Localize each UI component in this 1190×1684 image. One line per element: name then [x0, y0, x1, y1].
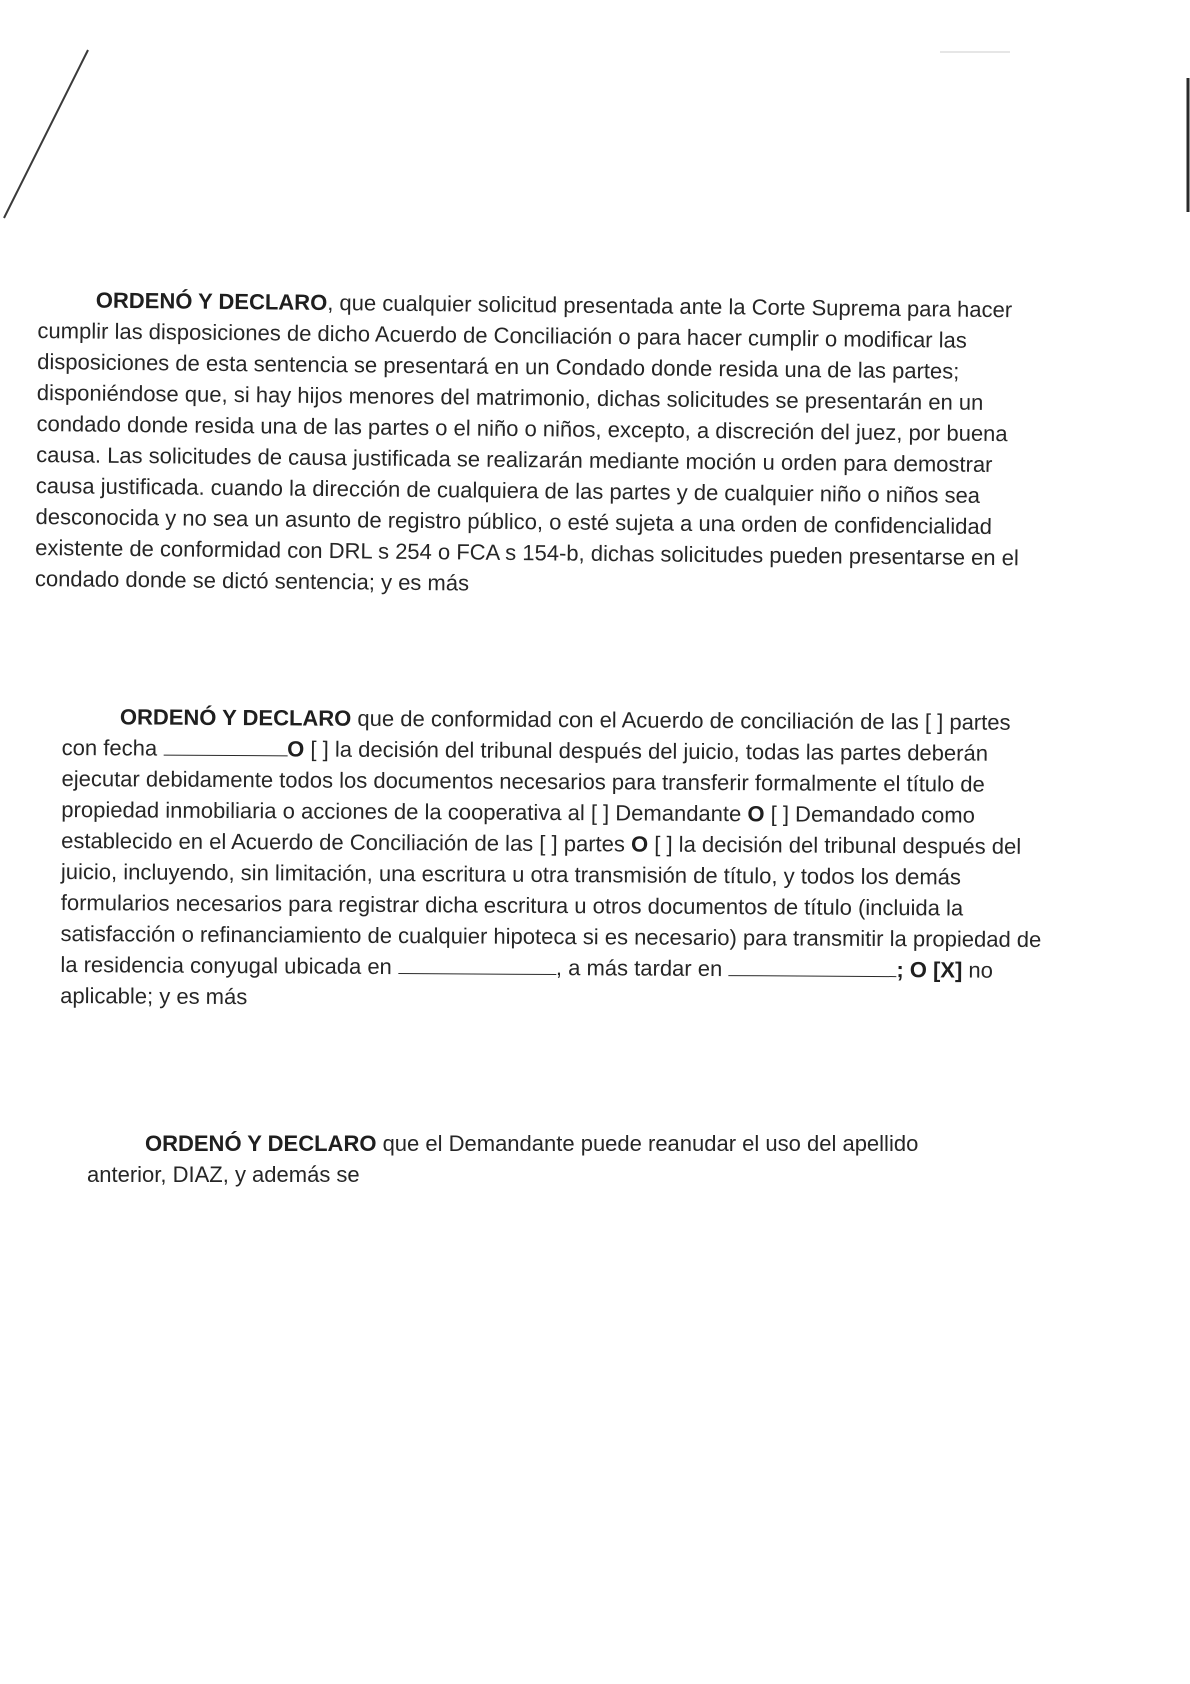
- scan-pen-mark: [0, 0, 1190, 240]
- semicolon: ;: [896, 957, 904, 983]
- deadline-blank-line: [728, 957, 896, 977]
- paragraph-text: [ ] la decisión del tribunal después del juicio, incluyendo, sin limitación, una escritura u otra transmisión de título, y todos los demás formularios necesarios para registrar dicha escritura u otros documentos de título (incluida la satisfacción o refinanciamiento de cualquier hipoteca si es necesario) para transmitir la propiedad de la residencia conyugal ubicada en: [60, 831, 1042, 980]
- not-applicable-checkbox-label: O [X]: [903, 957, 963, 983]
- or-label: O: [287, 736, 305, 762]
- or-label: O: [747, 801, 765, 827]
- diagonal-pen-stroke: [4, 50, 88, 218]
- paragraph-text: , a más tardar en: [555, 955, 729, 982]
- order-heading: ORDENÓ Y DECLARO: [145, 1131, 377, 1156]
- order-heading: ORDENÓ Y DECLARO: [119, 704, 352, 731]
- paragraph-body: que el Demandante puede reanudar el uso del apellido anterior, DIAZ, y además se: [87, 1131, 919, 1187]
- or-label: O: [630, 831, 649, 857]
- paragraph-text: [ ] la decisión del tribunal después del juicio, todas las partes deberán ejecutar debidamente todos los documentos necesarios para transferir formalmente el título de propiedad inmobiliaria o acciones de la cooperativa al [ ] Demandante: [61, 736, 989, 827]
- date-blank-line: [163, 737, 287, 757]
- order-heading: ORDENÓ Y DECLARO: [95, 287, 328, 316]
- paragraph-property-transfer: [60, 701, 1052, 1017]
- address-blank-line: [398, 955, 556, 975]
- paragraph-venue-applications: [35, 284, 1028, 604]
- paragraph-text: que de conformidad con el Acuerdo de conciliación de las [ ] partes con fecha: [61, 705, 1011, 761]
- paragraph-body: , que cualquier solicitud presentada ante la Corte Suprema para hacer cumplir las disposiciones de dicho Acuerdo de Conciliación o para hacer cumplir o modificar las disposiciones de esta sentencia se presentará en un Condado donde resida una de las partes; disponiéndose que, si hay hijos menores del matrimonio, dichas solicitudes se presentarán en un condado donde resida una de las partes o el niño o niños, excepto, a discreción del juez, por buena causa. Las solicitudes de causa justificada se realizarán mediante moción u orden para demostrar causa justificada. cuando la dirección de cualquiera de las partes y de cualquier niño o niños sea desconocida y no sea un asunto de registro público, o esté sujeta a una orden de confidencialidad existente de conformidad con DRL s 254 o FCA s 154-b, dichas solicitudes pueden presentarse en el condado donde se dictó sentencia; y es más: [34, 290, 1019, 596]
- paragraph-text: [ ] Demandado como establecido en el Acuerdo de Conciliación de las [ ] partes: [61, 801, 975, 857]
- paragraph-surname: [87, 1128, 987, 1190]
- paragraph-text: no aplicable; y es más: [60, 957, 994, 1010]
